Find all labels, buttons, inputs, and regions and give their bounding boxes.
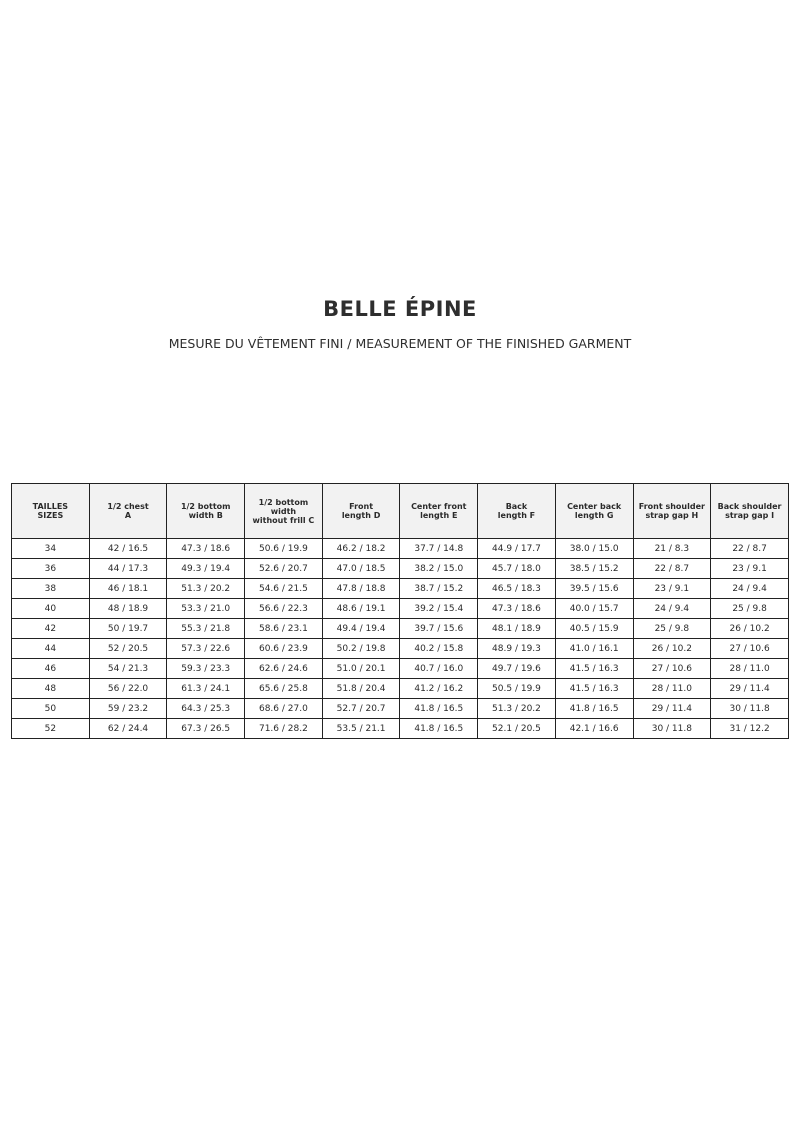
measurement-cell: 64.3 / 25.3 xyxy=(167,699,245,719)
measurement-cell: 48.6 / 19.1 xyxy=(322,599,400,619)
measurement-cell: 56 / 22.0 xyxy=(89,679,167,699)
measurement-cell: 42 / 16.5 xyxy=(89,539,167,559)
measurement-cell: 49.7 / 19.6 xyxy=(478,659,556,679)
table-row xyxy=(12,699,789,719)
measurement-cell: 50.5 / 19.9 xyxy=(478,679,556,699)
measurement-cell: 22 / 8.7 xyxy=(711,539,789,559)
measurement-cell: 24 / 9.4 xyxy=(633,599,711,619)
measurement-cell: 38.2 / 15.0 xyxy=(400,559,478,579)
size-cell: 38 xyxy=(12,579,90,599)
table-row xyxy=(12,659,789,679)
table-body xyxy=(12,539,789,739)
header-cell-bottom-width-b: 1/2 bottom width B xyxy=(167,484,245,539)
measurement-cell: 52.1 / 20.5 xyxy=(478,719,556,739)
measurement-cell: 40.5 / 15.9 xyxy=(555,619,633,639)
measurement-cell: 47.3 / 18.6 xyxy=(167,539,245,559)
table-row xyxy=(12,679,789,699)
size-cell: 40 xyxy=(12,599,90,619)
table-row xyxy=(12,599,789,619)
measurement-cell: 38.5 / 15.2 xyxy=(555,559,633,579)
table-row xyxy=(12,619,789,639)
measurement-cell: 46.5 / 18.3 xyxy=(478,579,556,599)
measurement-cell: 59 / 23.2 xyxy=(89,699,167,719)
measurement-cell: 45.7 / 18.0 xyxy=(478,559,556,579)
size-cell: 50 xyxy=(12,699,90,719)
measurement-cell: 22 / 8.7 xyxy=(633,559,711,579)
measurement-cell: 52 / 20.5 xyxy=(89,639,167,659)
measurement-cell: 41.5 / 16.3 xyxy=(555,679,633,699)
measurement-cell: 46 / 18.1 xyxy=(89,579,167,599)
measurement-cell: 59.3 / 23.3 xyxy=(167,659,245,679)
size-cell: 46 xyxy=(12,659,90,679)
measurement-cell: 51.0 / 20.1 xyxy=(322,659,400,679)
header-cell-back-strap-gap-i: Back shoulder strap gap I xyxy=(711,484,789,539)
measurement-cell: 40.2 / 15.8 xyxy=(400,639,478,659)
measurement-cell: 23 / 9.1 xyxy=(711,559,789,579)
size-cell: 36 xyxy=(12,559,90,579)
measurement-cell: 46.2 / 18.2 xyxy=(322,539,400,559)
measurement-cell: 31 / 12.2 xyxy=(711,719,789,739)
measurement-cell: 47.0 / 18.5 xyxy=(322,559,400,579)
measurement-cell: 25 / 9.8 xyxy=(633,619,711,639)
measurement-cell: 49.3 / 19.4 xyxy=(167,559,245,579)
measurement-cell: 51.8 / 20.4 xyxy=(322,679,400,699)
size-cell: 48 xyxy=(12,679,90,699)
measurement-cell: 30 / 11.8 xyxy=(711,699,789,719)
measurement-cell: 41.0 / 16.1 xyxy=(555,639,633,659)
measurement-cell: 48.9 / 19.3 xyxy=(478,639,556,659)
measurement-cell: 41.8 / 16.5 xyxy=(400,719,478,739)
header-cell-sizes: TAILLES SIZES xyxy=(12,484,90,539)
document-title: BELLE ÉPINE xyxy=(323,297,477,321)
measurement-cell: 28 / 11.0 xyxy=(633,679,711,699)
measurement-cell: 56.6 / 22.3 xyxy=(245,599,323,619)
measurement-cell: 26 / 10.2 xyxy=(711,619,789,639)
measurement-cell: 54.6 / 21.5 xyxy=(245,579,323,599)
measurement-cell: 41.8 / 16.5 xyxy=(400,699,478,719)
measurement-cell: 48.1 / 18.9 xyxy=(478,619,556,639)
measurement-cell: 47.3 / 18.6 xyxy=(478,599,556,619)
header-cell-front-length-d: Front length D xyxy=(322,484,400,539)
table-row xyxy=(12,539,789,559)
measurement-cell: 68.6 / 27.0 xyxy=(245,699,323,719)
measurement-cell: 28 / 11.0 xyxy=(711,659,789,679)
measurement-cell: 39.5 / 15.6 xyxy=(555,579,633,599)
measurement-cell: 38.7 / 15.2 xyxy=(400,579,478,599)
measurement-cell: 52.7 / 20.7 xyxy=(322,699,400,719)
measurement-cell: 41.2 / 16.2 xyxy=(400,679,478,699)
measurement-cell: 50 / 19.7 xyxy=(89,619,167,639)
table-row xyxy=(12,579,789,599)
table-row xyxy=(12,559,789,579)
measurement-cell: 29 / 11.4 xyxy=(711,679,789,699)
header-cell-chest-a: 1/2 chest A xyxy=(89,484,167,539)
measurement-cell: 49.4 / 19.4 xyxy=(322,619,400,639)
measurement-cell: 61.3 / 24.1 xyxy=(167,679,245,699)
measurement-cell: 53.3 / 21.0 xyxy=(167,599,245,619)
size-cell: 44 xyxy=(12,639,90,659)
measurement-cell: 39.2 / 15.4 xyxy=(400,599,478,619)
measurement-cell: 24 / 9.4 xyxy=(711,579,789,599)
measurement-cell: 67.3 / 26.5 xyxy=(167,719,245,739)
measurement-cell: 26 / 10.2 xyxy=(633,639,711,659)
measurement-cell: 25 / 9.8 xyxy=(711,599,789,619)
size-chart-table xyxy=(11,483,789,739)
measurement-cell: 47.8 / 18.8 xyxy=(322,579,400,599)
measurement-cell: 44.9 / 17.7 xyxy=(478,539,556,559)
measurement-cell: 44 / 17.3 xyxy=(89,559,167,579)
measurement-cell: 71.6 / 28.2 xyxy=(245,719,323,739)
measurement-cell: 21 / 8.3 xyxy=(633,539,711,559)
measurement-cell: 23 / 9.1 xyxy=(633,579,711,599)
header-cell-back-length-f: Back length F xyxy=(478,484,556,539)
measurement-cell: 58.6 / 23.1 xyxy=(245,619,323,639)
header-cell-center-front-length-e: Center front length E xyxy=(400,484,478,539)
measurement-cell: 65.6 / 25.8 xyxy=(245,679,323,699)
table-row xyxy=(12,719,789,739)
measurement-cell: 27 / 10.6 xyxy=(711,639,789,659)
header-cell-center-back-length-g: Center back length G xyxy=(555,484,633,539)
measurement-cell: 60.6 / 23.9 xyxy=(245,639,323,659)
measurement-cell: 62 / 24.4 xyxy=(89,719,167,739)
header-cell-front-strap-gap-h: Front shoulder strap gap H xyxy=(633,484,711,539)
measurement-cell: 40.0 / 15.7 xyxy=(555,599,633,619)
size-cell: 34 xyxy=(12,539,90,559)
measurement-cell: 50.6 / 19.9 xyxy=(245,539,323,559)
measurement-cell: 48 / 18.9 xyxy=(89,599,167,619)
measurement-cell: 51.3 / 20.2 xyxy=(167,579,245,599)
measurement-cell: 50.2 / 19.8 xyxy=(322,639,400,659)
measurement-cell: 57.3 / 22.6 xyxy=(167,639,245,659)
measurement-cell: 39.7 / 15.6 xyxy=(400,619,478,639)
size-cell: 42 xyxy=(12,619,90,639)
measurement-cell: 41.5 / 16.3 xyxy=(555,659,633,679)
header-row xyxy=(12,484,789,539)
measurement-cell: 53.5 / 21.1 xyxy=(322,719,400,739)
measurement-cell: 37.7 / 14.8 xyxy=(400,539,478,559)
measurement-cell: 51.3 / 20.2 xyxy=(478,699,556,719)
measurement-cell: 41.8 / 16.5 xyxy=(555,699,633,719)
measurement-cell: 27 / 10.6 xyxy=(633,659,711,679)
measurement-cell: 30 / 11.8 xyxy=(633,719,711,739)
measurement-cell: 29 / 11.4 xyxy=(633,699,711,719)
table-row xyxy=(12,639,789,659)
measurement-cell: 38.0 / 15.0 xyxy=(555,539,633,559)
measurement-cell: 42.1 / 16.6 xyxy=(555,719,633,739)
measurement-cell: 55.3 / 21.8 xyxy=(167,619,245,639)
measurement-cell: 52.6 / 20.7 xyxy=(245,559,323,579)
measurement-cell: 40.7 / 16.0 xyxy=(400,659,478,679)
measurement-cell: 54 / 21.3 xyxy=(89,659,167,679)
header-cell-bottom-width-no-frill-c: 1/2 bottom width without frill C xyxy=(245,484,323,539)
measurement-cell: 62.6 / 24.6 xyxy=(245,659,323,679)
document-subtitle: MESURE DU VÊTEMENT FINI / MEASUREMENT OF THE FINISHED GARMENT xyxy=(168,336,632,351)
size-cell: 52 xyxy=(12,719,90,739)
